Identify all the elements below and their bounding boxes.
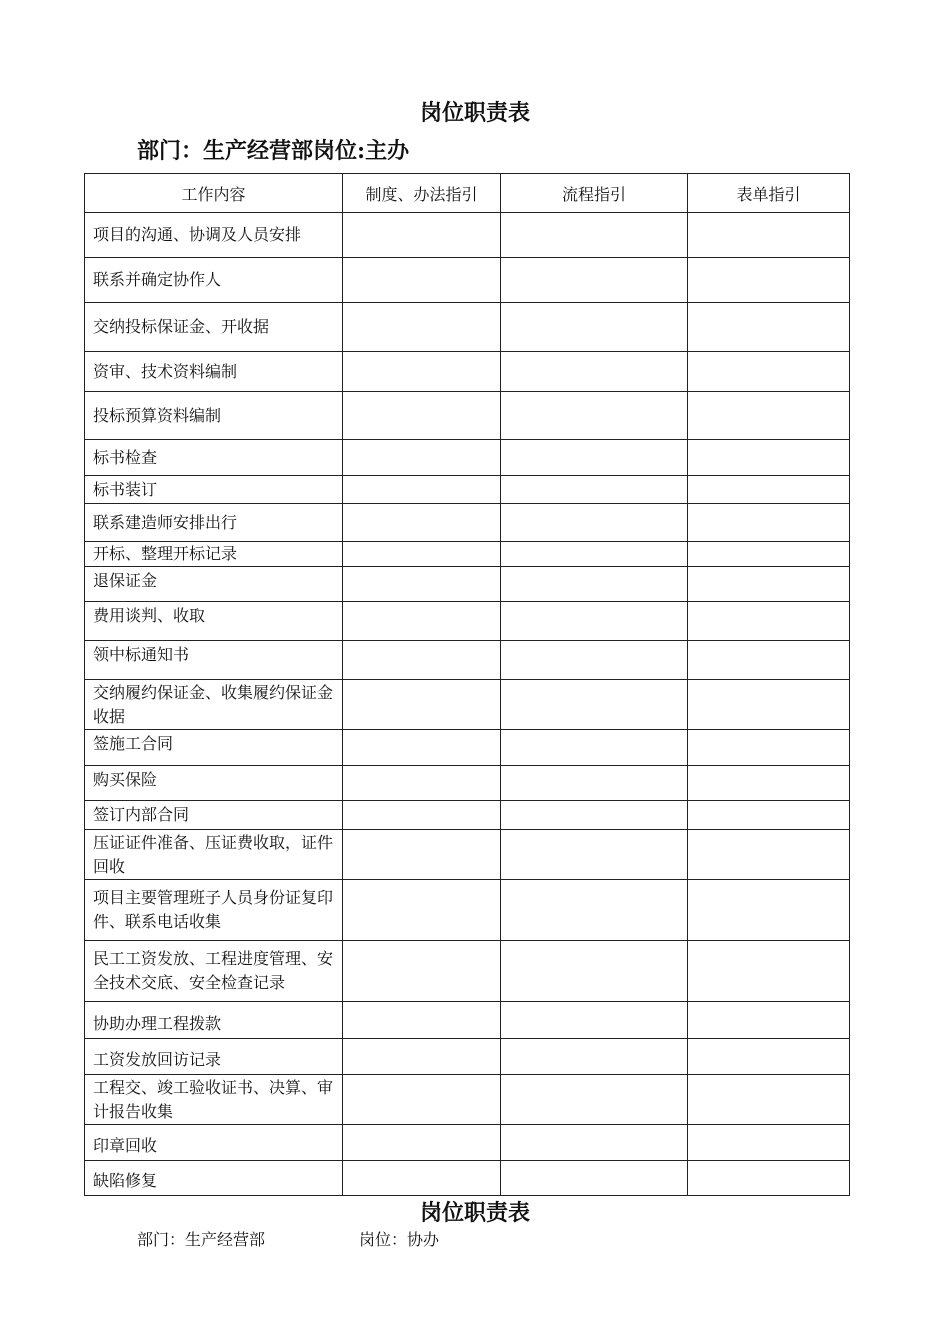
cell (343, 213, 501, 258)
table-row (85, 440, 850, 476)
work-item: 购买保险 (85, 766, 343, 801)
table-row (85, 1161, 850, 1196)
work-item: 印章回收 (85, 1125, 343, 1161)
cell (688, 1002, 850, 1039)
cell (501, 941, 688, 1002)
table-row (85, 1125, 850, 1161)
table-row (85, 602, 850, 641)
second-department-label: 部门：生产经营部 (137, 1230, 266, 1249)
second-position-label: 岗位：协办 (359, 1230, 440, 1249)
cell (501, 303, 688, 352)
duty-table (84, 173, 850, 1196)
work-item: 民工工资发放、工程进度管理、安全技术交底、安全检查记录 (85, 941, 343, 1002)
table-row (85, 258, 850, 303)
cell (688, 766, 850, 801)
cell (501, 258, 688, 303)
cell (343, 1161, 501, 1196)
table-row (85, 641, 850, 680)
cell (688, 303, 850, 352)
department-position-heading: 部门：生产经营部岗位:主办 (137, 138, 410, 164)
cell (343, 440, 501, 476)
cell (688, 880, 850, 941)
cell (343, 801, 501, 830)
work-item: 领中标通知书 (85, 641, 343, 680)
cell (343, 303, 501, 352)
work-item: 交纳投标保证金、开收据 (85, 303, 343, 352)
cell (501, 680, 688, 730)
cell (688, 1039, 850, 1075)
cell (501, 213, 688, 258)
cell (343, 258, 501, 303)
table-row (85, 504, 850, 542)
work-item: 签订内部合同 (85, 801, 343, 830)
work-item: 协助办理工程拨款 (85, 1002, 343, 1039)
work-item: 联系并确定协作人 (85, 258, 343, 303)
cell (688, 730, 850, 766)
cell (501, 766, 688, 801)
cell (501, 392, 688, 440)
cell (343, 542, 501, 567)
header-regulation-guide: 制度、办法指引 (343, 174, 501, 213)
work-item: 签施工合同 (85, 730, 343, 766)
cell (688, 641, 850, 680)
cell (688, 504, 850, 542)
cell (688, 213, 850, 258)
cell (688, 352, 850, 392)
table-row (85, 1075, 850, 1125)
cell (343, 602, 501, 641)
cell (343, 1039, 501, 1075)
header-form-guide: 表单指引 (688, 174, 850, 213)
cell (688, 542, 850, 567)
table-row (85, 941, 850, 1002)
cell (343, 567, 501, 602)
cell (501, 801, 688, 830)
table-row (85, 730, 850, 766)
table-row (85, 1039, 850, 1075)
cell (688, 1075, 850, 1125)
work-item: 费用谈判、收取 (85, 602, 343, 641)
cell (501, 1161, 688, 1196)
cell (501, 602, 688, 641)
cell (501, 880, 688, 941)
cell (343, 680, 501, 730)
work-item: 开标、整理开标记录 (85, 542, 343, 567)
work-item: 投标预算资料编制 (85, 392, 343, 440)
work-item: 交纳履约保证金、收集履约保证金收据 (85, 680, 343, 730)
cell (688, 941, 850, 1002)
table-row (85, 830, 850, 880)
cell (501, 352, 688, 392)
work-item: 工程交、竣工验收证书、决算、审计报告收集 (85, 1075, 343, 1125)
cell (688, 602, 850, 641)
table-row (85, 303, 850, 352)
work-item: 项目的沟通、协调及人员安排 (85, 213, 343, 258)
cell (688, 801, 850, 830)
cell (501, 1075, 688, 1125)
table-row (85, 542, 850, 567)
cell (688, 1125, 850, 1161)
header-work-content: 工作内容 (85, 174, 343, 213)
cell (501, 567, 688, 602)
cell (688, 567, 850, 602)
cell (501, 1002, 688, 1039)
cell (343, 766, 501, 801)
cell (501, 440, 688, 476)
work-item: 标书检查 (85, 440, 343, 476)
cell (343, 392, 501, 440)
header-process-guide: 流程指引 (501, 174, 688, 213)
table-row (85, 392, 850, 440)
cell (501, 830, 688, 880)
cell (343, 941, 501, 1002)
cell (501, 504, 688, 542)
table-row (85, 1002, 850, 1039)
work-item: 压证证件准备、压证费收取，证件回收 (85, 830, 343, 880)
work-item: 项目主要管理班子人员身份证复印件、联系电话收集 (85, 880, 343, 941)
table-row (85, 680, 850, 730)
cell (343, 1075, 501, 1125)
table-row (85, 213, 850, 258)
cell (343, 476, 501, 504)
table-row (85, 880, 850, 941)
cell (343, 504, 501, 542)
cell (343, 730, 501, 766)
cell (501, 476, 688, 504)
table-row (85, 567, 850, 602)
page-title: 岗位职责表 (419, 100, 530, 126)
cell (688, 258, 850, 303)
table-header-row (85, 174, 850, 213)
cell (343, 1002, 501, 1039)
cell (343, 1125, 501, 1161)
cell (688, 830, 850, 880)
table-row (85, 801, 850, 830)
cell (343, 880, 501, 941)
work-item: 联系建造师安排出行 (85, 504, 343, 542)
table-row (85, 766, 850, 801)
cell (343, 830, 501, 880)
table-row (85, 476, 850, 504)
table-row (85, 352, 850, 392)
work-item: 标书装订 (85, 476, 343, 504)
cell (688, 680, 850, 730)
cell (688, 476, 850, 504)
cell (501, 730, 688, 766)
work-item: 退保证金 (85, 567, 343, 602)
cell (688, 1161, 850, 1196)
cell (501, 1039, 688, 1075)
cell (343, 352, 501, 392)
work-item: 缺陷修复 (85, 1161, 343, 1196)
work-item: 资审、技术资料编制 (85, 352, 343, 392)
work-item: 工资发放回访记录 (85, 1039, 343, 1075)
cell (501, 542, 688, 567)
cell (501, 1125, 688, 1161)
cell (343, 641, 501, 680)
second-page-title: 岗位职责表 (419, 1200, 530, 1226)
cell (501, 641, 688, 680)
cell (688, 440, 850, 476)
cell (688, 392, 850, 440)
